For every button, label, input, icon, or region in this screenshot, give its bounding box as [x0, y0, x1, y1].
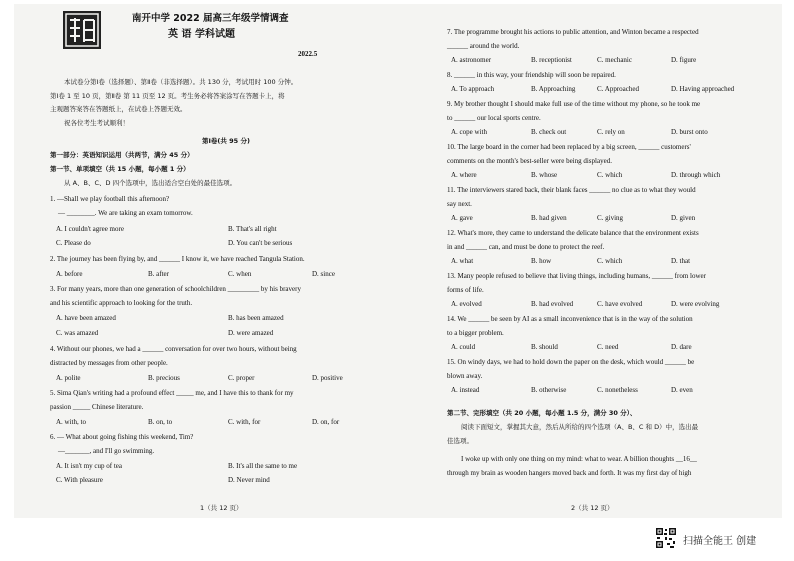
- option-c: C. when: [228, 270, 252, 278]
- option-d: D. dare: [671, 343, 692, 351]
- option-a: A. evolved: [451, 300, 482, 308]
- option-a: A. I couldn't agree more: [56, 225, 124, 233]
- question-6: 6. — What about going fishing this weekend, Tim?: [50, 433, 194, 441]
- question-4-line: distracted by messages from other people.: [50, 359, 168, 367]
- option-a: A. It isn't my cup of tea: [56, 462, 122, 470]
- option-c: C. With pleasure: [56, 476, 103, 484]
- option-b: B. had evolved: [531, 300, 574, 308]
- option-c: C. was amazed: [56, 329, 99, 337]
- option-c: C. need: [597, 343, 619, 351]
- option-b: B. whose: [531, 171, 558, 179]
- option-d: D. Having approached: [671, 85, 735, 93]
- question-3-line: and his scientific approach to looking for the truth.: [50, 299, 193, 307]
- option-a: A. could: [451, 343, 476, 351]
- page-number: 2（共 12 页）: [571, 504, 614, 512]
- option-b: B. precious: [148, 374, 180, 382]
- question-14: 14. We ______ be seen by AI as a small inconvenience that is in the way of the solution: [447, 315, 693, 323]
- option-b: B. That's all right: [228, 225, 277, 233]
- school-seal-icon: [62, 10, 102, 50]
- question-12: 12. What's more, they came to understand the delicate balance that the environment exists: [447, 229, 699, 237]
- section-2-directions: 阅读下面短文，掌握其大意，然后从所给的四个选项（A、B、C 和 D）中，选出最: [461, 423, 699, 431]
- option-c: C. proper: [228, 374, 255, 382]
- option-b: B. should: [531, 343, 558, 351]
- option-a: A. instead: [451, 386, 480, 394]
- question-12-line: in and ______ can, and must be done to protect the reef.: [447, 243, 605, 251]
- instruction-line: 第Ⅰ卷 1 至 10 页，第Ⅱ卷 第 11 页至 12 页。考生务必将答案涂写在答题卡上，将: [50, 92, 285, 100]
- option-b: B. It's all the same to me: [228, 462, 298, 470]
- option-b: B. on, to: [148, 418, 173, 426]
- question-1: 1. —Shall we play football this afternoon?: [50, 195, 170, 203]
- option-a: A. before: [56, 270, 83, 278]
- option-d: D. burst onto: [671, 128, 708, 136]
- question-6-line: —_______, and I'll go swimming.: [58, 447, 155, 455]
- subject-title: 英 语 学科试题: [168, 29, 235, 40]
- page-number: 1（共 12 页）: [200, 504, 243, 512]
- section-subtitle: 第一节、单项填空（共 15 小题，每小题 1 分）: [50, 165, 190, 173]
- question-2: 2. The journey has been flying by, and ______ I know it, we have reached Tangula Station.: [50, 255, 305, 263]
- option-b: B. receptionist: [531, 56, 572, 64]
- option-d: D. positive: [312, 374, 343, 382]
- question-3: 3. For many years, more than one generation of schoolchildren _________ by his bravery: [50, 285, 301, 293]
- question-15: 15. On windy days, we had to hold down the paper on the desk, which would ______ be: [447, 358, 695, 366]
- option-c: C. Approached: [597, 85, 639, 93]
- option-a: A. astronomer: [451, 56, 492, 64]
- question-7: 7. The programme brought his actions to public attention, and Winton became a respected: [447, 28, 699, 36]
- option-c: C. nonetheless: [597, 386, 638, 394]
- question-7-line: ______ around the world.: [447, 42, 520, 50]
- section-directions: 从 A、B、C、D 四个选项中，选出适合空白处的最佳选项。: [64, 179, 237, 187]
- option-d: D. through which: [671, 171, 721, 179]
- option-d: D. given: [671, 214, 696, 222]
- option-c: C. giving: [597, 214, 624, 222]
- option-a: A. polite: [56, 374, 81, 382]
- option-a: A. cope with: [451, 128, 487, 136]
- question-5-line: passion _____ Chinese literature.: [50, 403, 144, 411]
- option-d: D. Never mind: [228, 476, 270, 484]
- option-d: D. that: [671, 257, 691, 265]
- school-title: 南开中学 2022 届高三年级学情调查: [132, 13, 289, 24]
- exam-page-1: [50, 4, 395, 518]
- question-13: 13. Many people refused to believe that living things, including humans, ______ from lower: [447, 272, 706, 280]
- section-2-directions-line: 佳选项。: [447, 437, 473, 445]
- question-1-line: — ________. We are taking an exam tomorrow.: [58, 209, 193, 217]
- option-c: C. rely on: [597, 128, 625, 136]
- option-a: A. To approach: [451, 85, 495, 93]
- question-10: 10. The large board in the corner had been replaced by a big screen, ______ customers': [447, 143, 691, 151]
- option-b: B. how: [531, 257, 552, 265]
- question-14-line: to a bigger problem.: [447, 329, 504, 337]
- part-title: 第Ⅰ卷(共 95 分): [202, 137, 250, 145]
- option-a: A. have been amazed: [56, 314, 116, 322]
- option-d: D. You can't be serious: [228, 239, 293, 247]
- option-c: C. with, for: [228, 418, 261, 426]
- passage-line: through my brain as wooden hangers moved back and forth. It was my first day of high: [447, 469, 692, 477]
- option-d: D. even: [671, 386, 693, 394]
- question-13-line: forms of life.: [447, 286, 484, 294]
- option-d: D. were evolving: [671, 300, 720, 308]
- option-c: C. mechanic: [597, 56, 632, 64]
- option-b: B. has been amazed: [228, 314, 284, 322]
- question-15-line: blown away.: [447, 372, 483, 380]
- option-a: A. with, to: [56, 418, 86, 426]
- question-5: 5. Sima Qian's writing had a profound effect _____ me, and I have this to thank for my: [50, 389, 294, 397]
- question-9: 9. My brother thought I should make full use of the time without my phone, so he took me: [447, 100, 701, 108]
- qr-code-icon: [655, 527, 677, 549]
- option-b: B. after: [148, 270, 169, 278]
- question-9-line: to ______ our local sports centre.: [447, 114, 541, 122]
- question-4: 4. Without our phones, we had a ______ conversation for over two hours, without being: [50, 345, 297, 353]
- option-a: A. where: [451, 171, 477, 179]
- option-b: B. Approaching: [531, 85, 576, 93]
- option-b: B. check out: [531, 128, 567, 136]
- question-10-line: comments on the month's best-seller were being displayed.: [447, 157, 612, 165]
- instruction-line: 主观题答案答在答题纸上，在试卷上答题无效。: [50, 105, 187, 113]
- option-c: C. which: [597, 257, 623, 265]
- passage-line: I woke up with only one thing on my mind: what to wear. A billion thoughts __16__: [461, 455, 697, 463]
- question-11: 11. The interviewers stared back, their blank faces ______ no clue as to what they would: [447, 186, 696, 194]
- option-b: B. otherwise: [531, 386, 567, 394]
- option-d: D. were amazed: [228, 329, 274, 337]
- option-d: D. on, for: [312, 418, 340, 426]
- exam-date: 2022.5: [298, 50, 318, 58]
- option-a: A. gave: [451, 214, 473, 222]
- section-2-title: 第二节、完形填空（共 20 小题，每小题 1.5 分，满分 30 分）、: [447, 409, 637, 417]
- scanner-watermark: 扫描全能王 创建: [683, 536, 757, 547]
- option-c: C. have evolved: [597, 300, 643, 308]
- option-d: D. figure: [671, 56, 697, 64]
- instruction-line: 祝各位考生考试顺利！: [64, 119, 129, 127]
- school-logo: [62, 10, 102, 50]
- question-11-line: say next.: [447, 200, 472, 208]
- option-d: D. since: [312, 270, 335, 278]
- instruction-line: 本试卷分第Ⅰ卷（选择题）、第Ⅱ卷（非选择题）。共 130 分，考试用时 100 分钟。: [64, 78, 298, 86]
- option-c: C. which: [597, 171, 623, 179]
- question-8: 8. ______ in this way, your friendship will soon be repaired.: [447, 71, 616, 79]
- exam-page-2: [447, 4, 752, 518]
- option-a: A. what: [451, 257, 474, 265]
- option-b: B. had given: [531, 214, 567, 222]
- section-title: 第一部分：英语知识运用（共两节，满分 45 分）: [50, 151, 194, 159]
- option-c: C. Please do: [56, 239, 91, 247]
